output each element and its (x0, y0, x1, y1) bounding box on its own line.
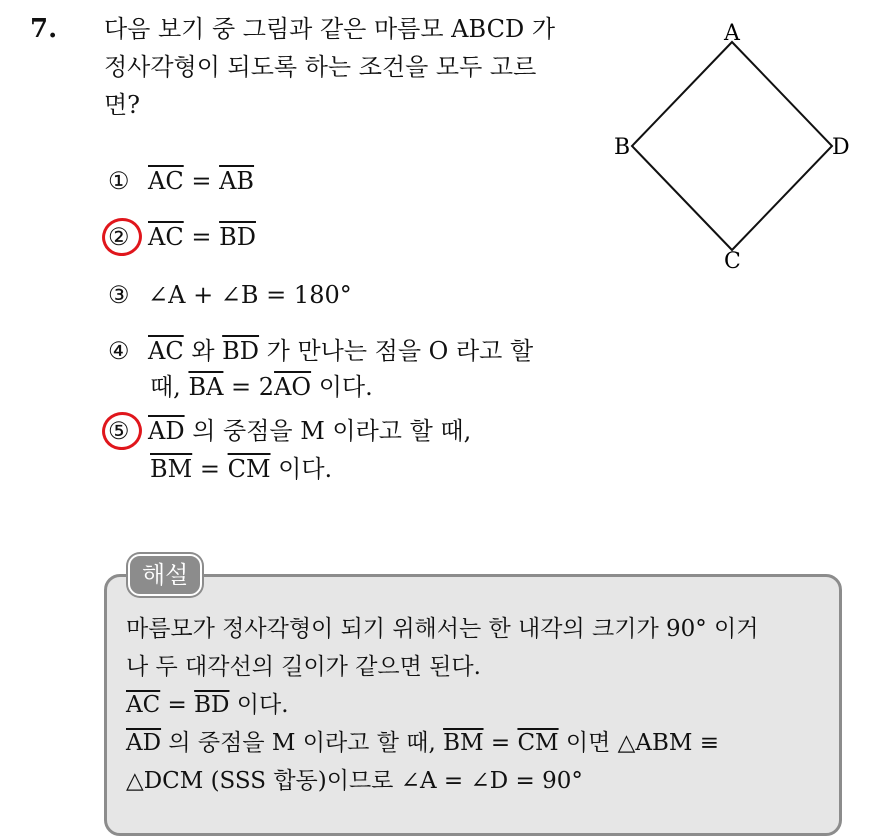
choice-text: = 2 (223, 373, 275, 401)
choice-1-number: ① (108, 167, 130, 195)
choice-5 (108, 416, 471, 446)
segment: $\overline{AC}$ (126, 692, 161, 718)
choice-5-line-2 (150, 454, 332, 484)
segment: $\overline{AO}$ (274, 373, 312, 401)
choice-text: ∠A + ∠B = 180° (148, 281, 352, 309)
segment: $\overline{CM}$ (517, 730, 559, 756)
rhombus-diagram (600, 18, 860, 278)
choice-text: 이다. (311, 373, 373, 401)
solution-label: 해설 (128, 554, 202, 596)
choice-text: 이다. (270, 455, 333, 483)
choice-2 (108, 222, 256, 252)
question-line-1: 다음 보기 중 그림과 같은 마름모 ABCD 가 (104, 15, 555, 43)
segment: $\overline{AB}$ (219, 167, 255, 195)
question-number: 7. (30, 14, 58, 44)
solution-line-4 (126, 728, 719, 758)
choice-text: = (183, 167, 220, 195)
vertex-label-a: A (724, 21, 740, 46)
solution-text: = (483, 730, 518, 756)
choice-3-number: ③ (108, 281, 130, 309)
segment: $\overline{AC}$ (148, 167, 184, 195)
choice-text: = (183, 223, 220, 251)
question-line-2: 정사각형이 되도록 하는 조건을 모두 고르 (104, 53, 537, 81)
segment: $\overline{BA}$ (188, 373, 224, 401)
choice-3 (108, 280, 352, 310)
segment: $\overline{BM}$ (443, 730, 484, 756)
solution-text: 이다. (229, 692, 289, 718)
question-line-3: 면? (104, 91, 141, 119)
solution-line-3 (126, 690, 289, 720)
segment: $\overline{BM}$ (150, 455, 193, 483)
segment: $\overline{AC}$ (148, 337, 184, 365)
solution-line-2: 나 두 대각선의 길이가 같으면 된다. (126, 654, 481, 680)
segment: $\overline{BD}$ (194, 692, 230, 718)
choice-5-number: ⑤ (108, 417, 130, 445)
solution-text: 이면 △ABM ≡ (558, 730, 719, 756)
choice-text: 가 만나는 점을 O 라고 할 (259, 337, 534, 365)
segment: $\overline{BD}$ (222, 337, 260, 365)
choice-1 (108, 166, 254, 196)
segment: $\overline{BD}$ (219, 223, 256, 251)
choice-text: 때, (150, 373, 189, 401)
segment: $\overline{AC}$ (148, 223, 184, 251)
segment: $\overline{CM}$ (227, 455, 271, 483)
choice-4-number: ④ (108, 337, 130, 365)
choice-2-number: ② (108, 223, 130, 251)
solution-line-5: △DCM (SSS 합동)이므로 ∠A = ∠D = 90° (126, 768, 583, 794)
choice-text: 와 (183, 337, 223, 365)
solution-text: = (160, 692, 195, 718)
segment: $\overline{AD}$ (148, 417, 185, 445)
vertex-label-c: C (724, 249, 741, 274)
choice-4-line-2 (150, 372, 373, 402)
choice-4 (108, 336, 533, 366)
rhombus-shape (632, 42, 832, 250)
vertex-label-d: D (832, 135, 850, 160)
segment: $\overline{AD}$ (126, 730, 162, 756)
solution-text: 의 중점을 M 이라고 할 때, (161, 730, 444, 756)
choice-text: = (192, 455, 228, 483)
vertex-label-b: B (614, 135, 631, 160)
solution-line-1: 마름모가 정사각형이 되기 위해서는 한 내각의 크기가 90° 이거 (126, 616, 759, 642)
choice-text: 의 중점을 M 이라고 할 때, (184, 417, 472, 445)
